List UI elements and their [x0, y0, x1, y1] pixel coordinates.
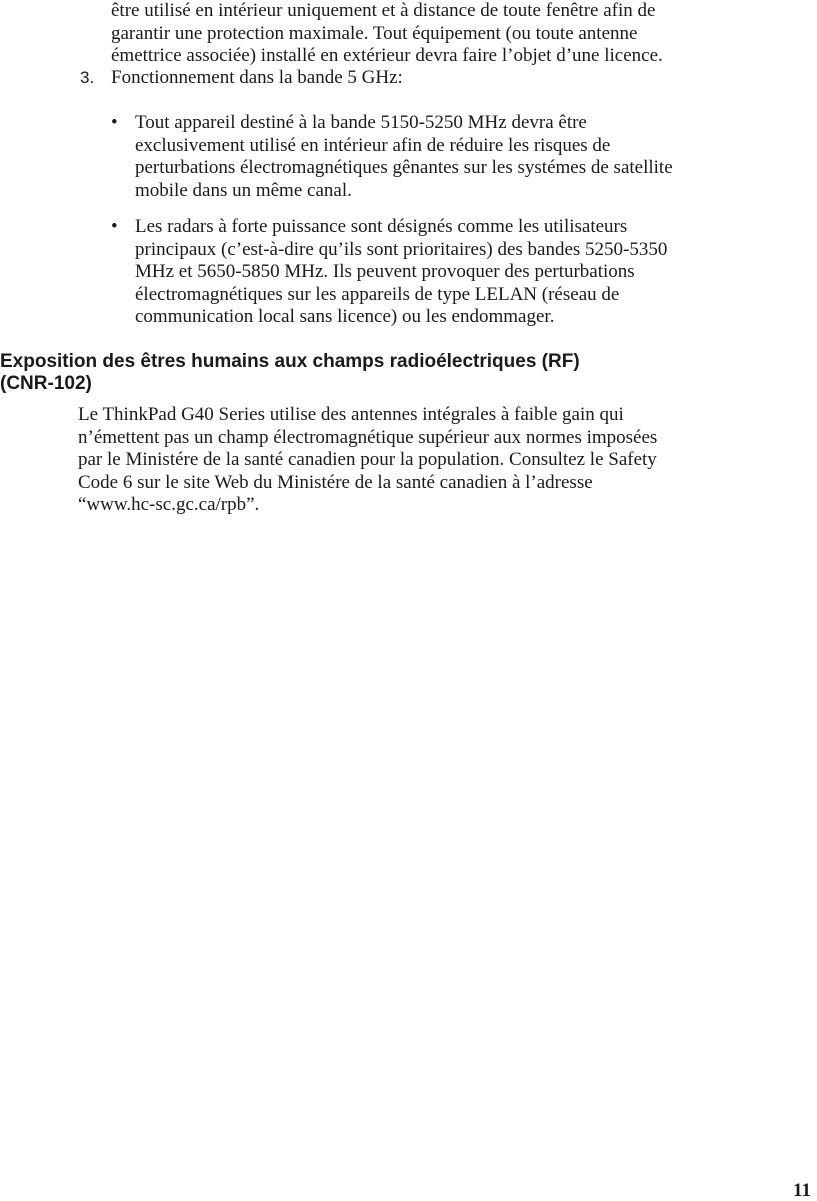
text-line: Tout appareil destiné à la bande 5150-5250 MHz devra être [135, 112, 587, 133]
page-number: 11 [793, 1180, 811, 1201]
text-line: électromagnétiques sur les appareils de type LELAN (réseau de [135, 283, 620, 305]
list-number: 3. [80, 68, 95, 87]
text-line: communication local sans licence) ou les endommager. [135, 306, 555, 328]
text-line: perturbations électromagnétiques gênantes sur les systémes de satellite [135, 157, 673, 179]
section-heading [0, 351, 760, 395]
text-line: Le ThinkPad G40 Series utilise des antennes intégrales à faible gain qui [78, 404, 624, 425]
text-line: MHz et 5650-5850 MHz. Ils peuvent provoquer des perturbations [135, 261, 635, 283]
text-line: exclusivement utilisé en intérieur afin de réduire les risques de [135, 134, 611, 156]
text-line: par le Ministére de la santé canadien pour la population. Consultez le Safety [78, 449, 657, 471]
text-line: garantir une protection maximale. Tout équipement (ou toute antenne [111, 22, 638, 44]
list-item-text: Fonctionnement dans la bande 5 GHz: [111, 67, 403, 88]
bullet-marker: • [111, 112, 118, 133]
text-line: n’émettent pas un champ électromagnétique supérieur aux normes imposées [78, 426, 658, 448]
heading-line: (CNR-102) [0, 373, 92, 394]
text-line: Les radars à forte puissance sont désignés comme les utilisateurs [135, 216, 628, 237]
text-line: “www.hc-sc.gc.ca/rpb”. [78, 494, 260, 516]
text-line: être utilisé en intérieur uniquement et à distance de toute fenêtre afin de [111, 0, 656, 21]
text-line: Code 6 sur le site Web du Ministére de la santé canadien à l’adresse [78, 471, 593, 493]
text-line: émettrice associée) installé en extérieur devra faire l’objet d’une licence. [111, 45, 663, 67]
heading-line: Exposition des êtres humains aux champs radioélectriques (RF) [0, 351, 580, 372]
continuation-text [111, 0, 811, 68]
bullet-marker: • [111, 216, 118, 237]
text-line: principaux (c’est-à-dire qu’ils sont prioritaires) des bandes 5250-5350 [135, 238, 668, 260]
section-paragraph [78, 404, 813, 517]
text-line: mobile dans un même canal. [135, 179, 352, 201]
